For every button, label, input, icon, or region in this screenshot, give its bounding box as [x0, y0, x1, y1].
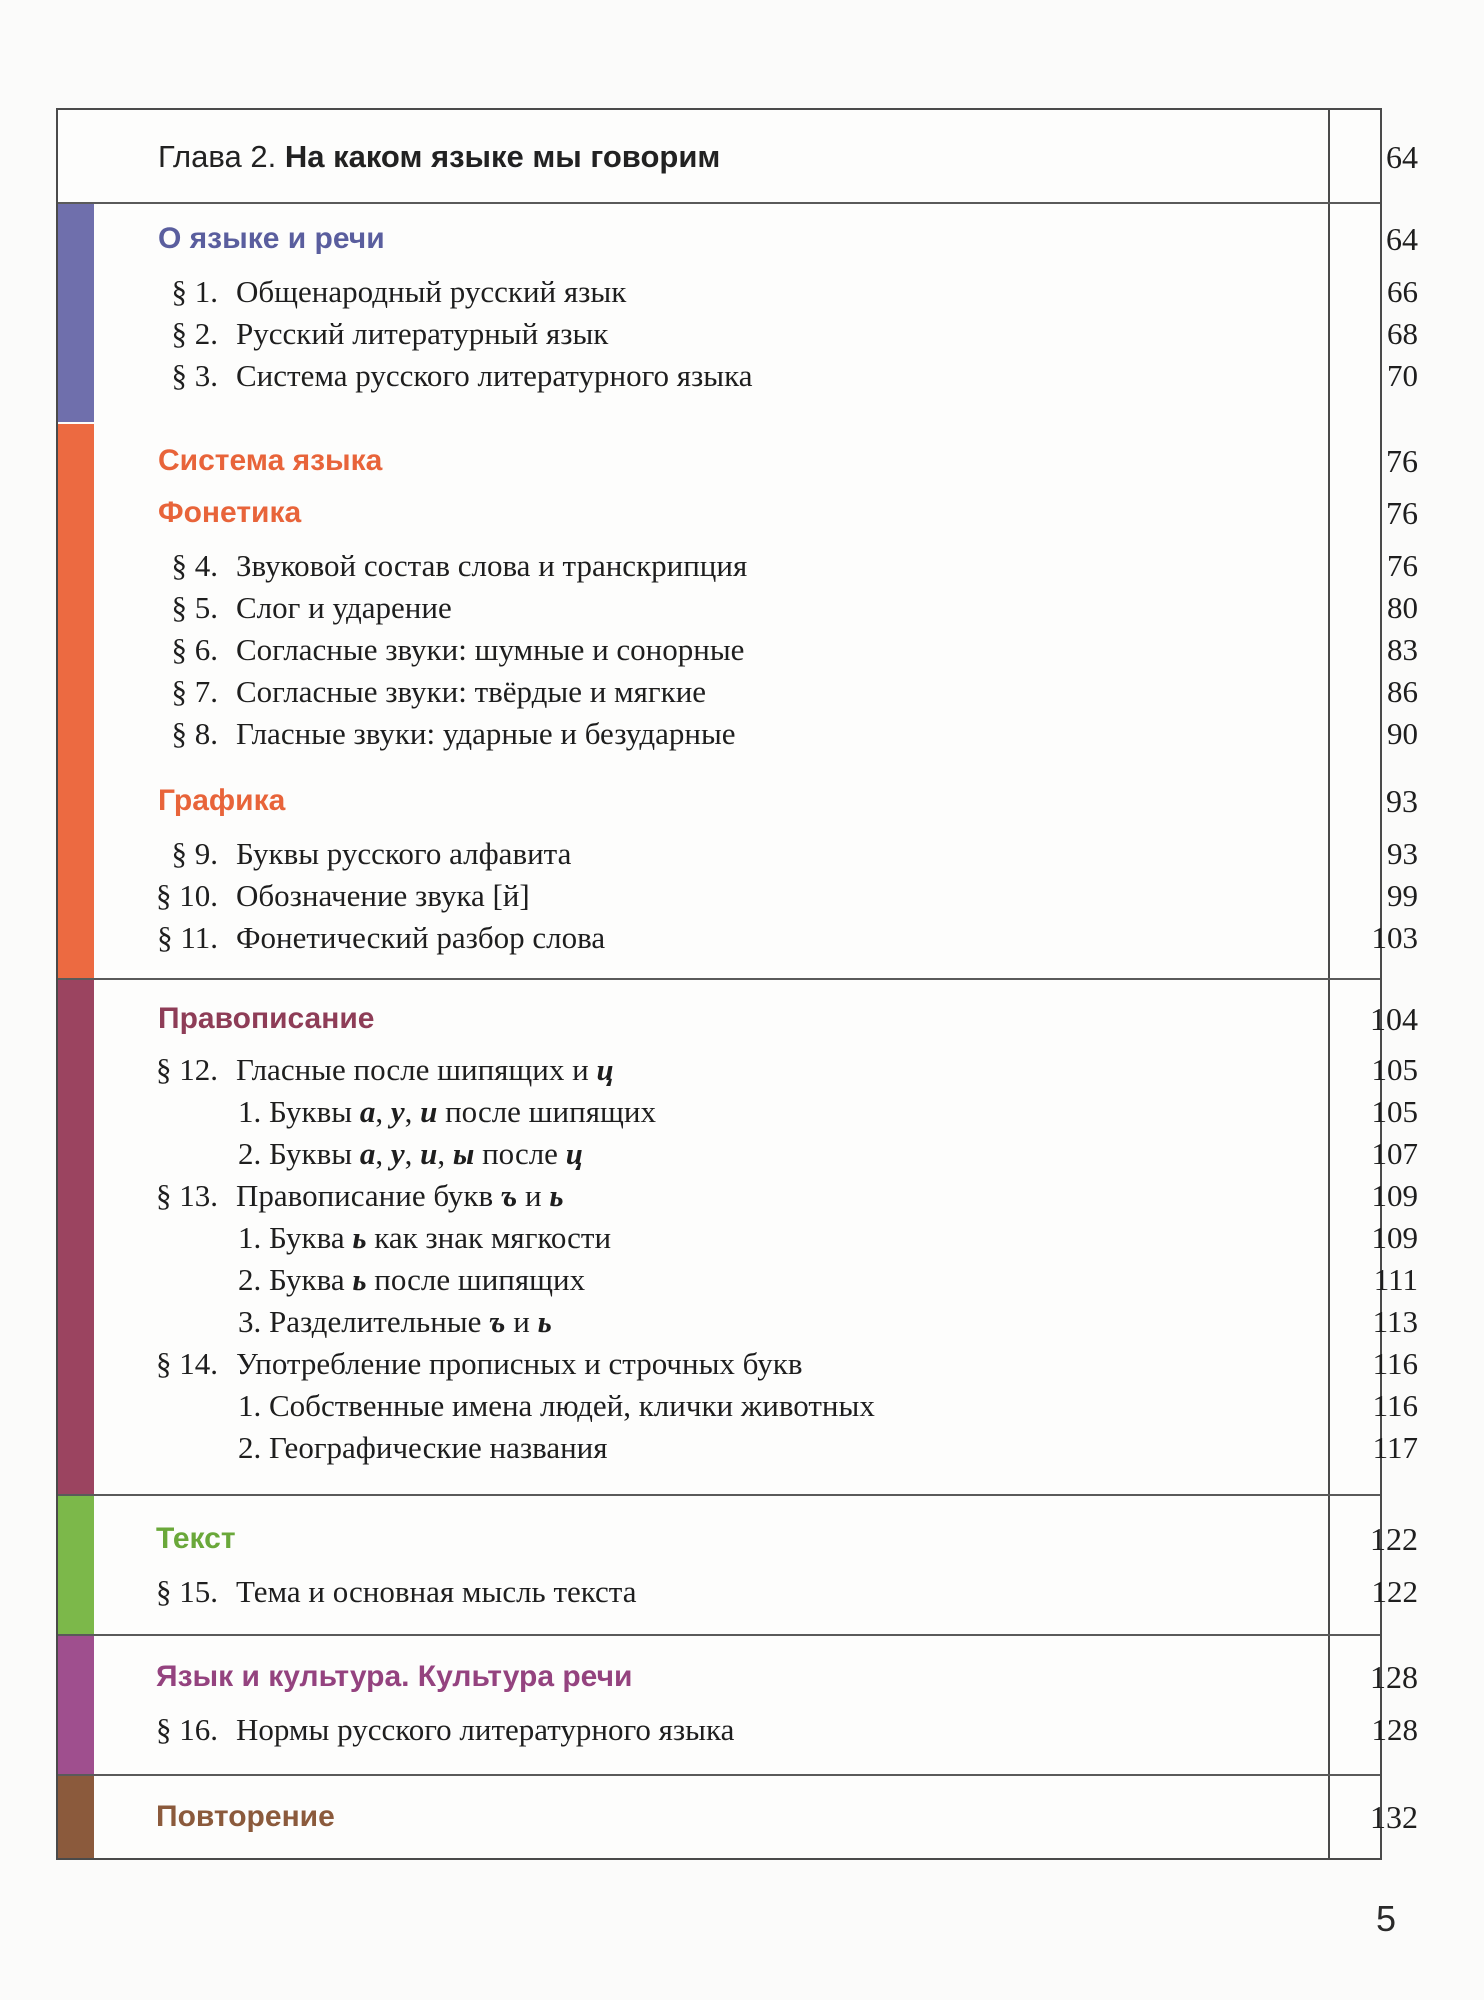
toc-text: Слог и ударение	[236, 590, 452, 625]
toc-text: 122	[1370, 1521, 1418, 1557]
toc-text: 3. Разделительные	[238, 1304, 490, 1339]
toc-text: § 14.	[156, 1346, 218, 1381]
toc-text: после шипящих	[437, 1094, 656, 1129]
toc-entry	[58, 356, 1418, 396]
table-of-contents	[56, 108, 1418, 1860]
toc-text: как знак мягкости	[366, 1220, 612, 1255]
toc-text: ,	[404, 1136, 421, 1171]
toc-entry	[58, 1302, 1418, 1342]
toc-text: а	[359, 1136, 376, 1171]
toc-text: 116	[1372, 1388, 1418, 1423]
toc-text: Гласные после шипящих и	[236, 1052, 597, 1087]
toc-entry	[58, 1344, 1418, 1384]
toc-text: Буквы русского алфавита	[236, 836, 572, 871]
toc-entry	[58, 714, 1418, 754]
toc-text: § 11.	[157, 920, 218, 955]
toc-text: Нормы русского литературного языка	[236, 1712, 735, 1747]
toc-text: 83	[1387, 632, 1418, 667]
toc-text: 93	[1386, 783, 1418, 819]
toc-text: ъ	[489, 1304, 506, 1339]
section-heading	[58, 1656, 1418, 1698]
toc-text: Обозначение звука [й]	[236, 878, 530, 913]
divider	[58, 1494, 1380, 1496]
toc-text: 122	[1371, 1574, 1418, 1609]
section-heading	[58, 1518, 1418, 1560]
toc-text: § 1.	[171, 274, 218, 309]
toc-text: 2. Географические названия	[238, 1430, 608, 1465]
toc-text: ь	[352, 1262, 367, 1297]
toc-text: 76	[1387, 548, 1418, 583]
toc-text: ,	[375, 1094, 391, 1129]
toc-text: 90	[1387, 716, 1418, 751]
toc-text: 132	[1370, 1799, 1418, 1835]
toc-entry	[58, 1572, 1418, 1612]
toc-text: Система русского литературного языка	[236, 358, 753, 393]
toc-text: § 13.	[156, 1178, 218, 1213]
toc-text: § 15.	[156, 1574, 218, 1609]
toc-text: ъ	[500, 1178, 518, 1213]
subsection-heading	[58, 492, 1418, 534]
divider	[58, 202, 1380, 204]
section-heading	[58, 440, 1418, 482]
toc-text: 76	[1386, 443, 1418, 479]
toc-entry	[58, 1176, 1418, 1216]
toc-entry	[58, 876, 1418, 916]
toc-text: Текст	[156, 1522, 236, 1555]
toc-text: Согласные звуки: шумные и сонорные	[236, 632, 745, 667]
toc-entry	[58, 272, 1418, 312]
divider	[58, 1634, 1380, 1636]
toc-text: § 5.	[171, 590, 218, 625]
toc-text: 86	[1387, 674, 1418, 709]
toc-text: § 9.	[171, 836, 218, 871]
toc-text: ,	[375, 1136, 391, 1171]
toc-entry	[58, 672, 1418, 712]
toc-text: 103	[1371, 920, 1418, 955]
toc-text: § 10.	[156, 878, 218, 913]
toc-text: 1. Буква	[238, 1220, 353, 1255]
toc-text: и	[505, 1304, 538, 1339]
subsection-heading	[58, 780, 1418, 822]
toc-entry	[58, 546, 1418, 586]
toc-text: у	[390, 1136, 405, 1171]
toc-text: ,	[404, 1094, 421, 1129]
toc-text: 80	[1387, 590, 1418, 625]
bar-tekst	[58, 1496, 94, 1634]
toc-text: и	[420, 1094, 438, 1129]
toc-text: § 6.	[171, 632, 218, 667]
toc-text: Согласные звуки: твёрдые и мягкие	[236, 674, 707, 709]
toc-text: Повторение	[156, 1800, 335, 1833]
toc-text: ь	[549, 1178, 564, 1213]
toc-text: Графика	[158, 784, 286, 817]
toc-text: 2. Буквы	[238, 1136, 360, 1171]
toc-text: 116	[1372, 1346, 1418, 1381]
toc-text: § 4.	[171, 548, 218, 583]
toc-text: у	[390, 1094, 405, 1129]
toc-text: 99	[1387, 878, 1418, 913]
toc-text: ц	[596, 1052, 614, 1087]
toc-text: 104	[1370, 1001, 1418, 1037]
toc-entry	[58, 630, 1418, 670]
toc-text: § 16.	[156, 1712, 218, 1747]
toc-entry	[58, 588, 1418, 628]
toc-text: 1. Собственные имена людей, клички животных	[238, 1388, 875, 1423]
toc-text: 1. Буквы	[238, 1094, 360, 1129]
toc-text: и	[517, 1178, 550, 1213]
toc-entry	[58, 1218, 1418, 1258]
toc-text: 113	[1372, 1304, 1418, 1339]
toc-entry	[58, 1050, 1418, 1090]
toc-text: § 3.	[171, 358, 218, 393]
toc-text: § 8.	[171, 716, 218, 751]
chapter-title: На каком языке мы говорим	[284, 139, 721, 174]
toc-text: 66	[1387, 274, 1418, 309]
toc-text: 111	[1373, 1262, 1418, 1297]
toc-text: ц	[565, 1136, 583, 1171]
chapter-heading	[58, 136, 1418, 178]
toc-text: Употребление прописных и строчных букв	[236, 1346, 803, 1381]
toc-text: после шипящих	[366, 1262, 586, 1297]
toc-text: Общенародный русский язык	[236, 274, 627, 309]
toc-text: § 7.	[171, 674, 218, 709]
toc-text: Фонетический разбор слова	[236, 920, 606, 955]
toc-text: 68	[1387, 316, 1418, 351]
toc-entry	[58, 1428, 1418, 1468]
toc-text: а	[359, 1094, 376, 1129]
toc-entry	[58, 834, 1418, 874]
toc-entry	[58, 1134, 1418, 1174]
toc-entry	[58, 1386, 1418, 1426]
section-heading	[58, 218, 1418, 260]
toc-entry	[58, 918, 1418, 958]
toc-text: 109	[1371, 1178, 1418, 1213]
toc-text: § 12.	[156, 1052, 218, 1087]
toc-text: и	[420, 1136, 438, 1171]
toc-text: ь	[352, 1220, 367, 1255]
toc-text: 128	[1370, 1659, 1418, 1695]
toc-text: 109	[1371, 1220, 1418, 1255]
toc-text: Гласные звуки: ударные и безударные	[236, 716, 736, 751]
toc-text: после	[474, 1136, 566, 1171]
toc-text: ь	[537, 1304, 552, 1339]
toc-text: Звуковой состав слова и транскрипция	[236, 548, 748, 583]
section-heading	[58, 998, 1418, 1040]
toc-text: Правописание букв	[236, 1178, 501, 1213]
divider	[58, 978, 1380, 980]
toc-text: 105	[1371, 1052, 1418, 1087]
toc-text: Русский литературный язык	[236, 316, 609, 351]
section-heading	[58, 1796, 1418, 1838]
toc-text: 70	[1387, 358, 1418, 393]
toc-entry	[58, 314, 1418, 354]
toc-text: 128	[1371, 1712, 1418, 1747]
page-number: 5	[1375, 1898, 1396, 1939]
toc-text: 107	[1371, 1136, 1418, 1171]
toc-text: ы	[452, 1136, 475, 1171]
toc-text: § 2.	[171, 316, 218, 351]
toc-text: 64	[1386, 221, 1418, 257]
toc-text: 93	[1387, 836, 1418, 871]
toc-text: Язык и культура. Культура речи	[156, 1660, 633, 1693]
page-ref: 64	[1386, 139, 1418, 175]
toc-text: 2. Буква	[238, 1262, 353, 1297]
toc-text: О языке и речи	[158, 222, 385, 255]
toc-text: Система языка	[158, 444, 383, 477]
toc-text: ,	[437, 1136, 453, 1171]
toc-text: Правописание	[158, 1002, 375, 1035]
toc-entry	[58, 1260, 1418, 1300]
toc-text: Фонетика	[158, 496, 302, 529]
toc-entry	[58, 1710, 1418, 1750]
toc-text: 76	[1386, 495, 1418, 531]
divider	[58, 1774, 1380, 1776]
toc-text: 105	[1371, 1094, 1418, 1129]
toc-text: 117	[1372, 1430, 1418, 1465]
toc-entry	[58, 1092, 1418, 1132]
chapter-label: Глава 2.	[158, 139, 277, 174]
toc-text: Тема и основная мысль текста	[236, 1574, 637, 1609]
